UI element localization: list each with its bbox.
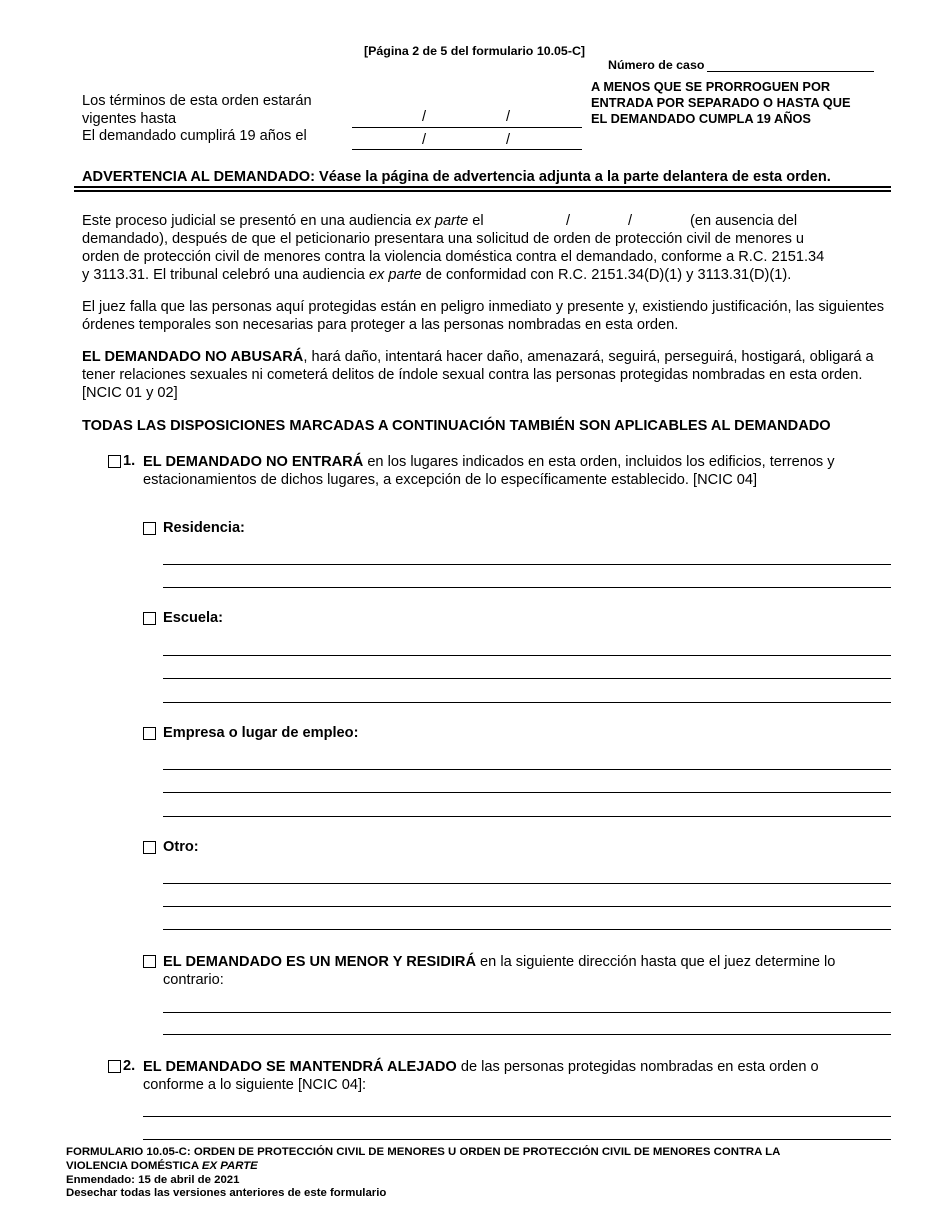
- minor-residence-text: EL DEMANDADO ES UN MENOR Y RESIDIRÁ en la siguiente dirección hasta que el juez determine lo contrario:: [163, 954, 836, 988]
- case-number-label: Número de caso: [608, 58, 705, 72]
- item2-text: EL DEMANDADO SE MANTENDRÁ ALEJADO de las personas protegidas nombradas en esta orden o conforme a lo siguiente [NCIC 04]:: [143, 1059, 819, 1093]
- minor-residence-line[interactable]: [163, 1034, 891, 1035]
- residence-line[interactable]: [163, 587, 891, 588]
- no-abuse-paragraph: EL DEMANDADO NO ABUSARÁ, hará daño, intentará hacer daño, amenazará, seguirá, perseguirá, hostigará, obligará a tener relaciones sexuales ni cometerá delitos de índole sexual contra las personas protegidas nombradas en esta orden. [NCIC 01 y 02]: [82, 349, 874, 401]
- school-checkbox[interactable]: [143, 612, 156, 625]
- item2-number: 2.: [123, 1058, 136, 1074]
- employer-label: Empresa o lugar de empleo:: [163, 725, 359, 741]
- employer-line[interactable]: [163, 769, 891, 770]
- minor-residence-checkbox[interactable]: [143, 955, 156, 968]
- school-line[interactable]: [163, 678, 891, 679]
- other-line[interactable]: [163, 929, 891, 930]
- valid-until-date-field[interactable]: [352, 127, 582, 128]
- other-label: Otro:: [163, 839, 199, 855]
- school-label: Escuela:: [163, 610, 224, 626]
- age19-date-field[interactable]: [352, 149, 582, 150]
- item2-line[interactable]: [143, 1116, 891, 1117]
- employer-checkbox[interactable]: [143, 727, 156, 740]
- school-line[interactable]: [163, 655, 891, 656]
- date-separator: /: [506, 132, 511, 148]
- item1-text: EL DEMANDADO NO ENTRARÁ en los lugares indicados en esta orden, incluidos los edificios, terrenos y estacionamientos de dichos lugares, a excepción de lo específicamente establecido. [NCIC 04]: [143, 454, 835, 488]
- divider: [74, 190, 891, 192]
- terms-valid-until-label: Los términos de esta orden estarán vigentes hasta: [82, 93, 312, 127]
- item1-checkbox[interactable]: [108, 455, 121, 468]
- page-label: [Página 2 de 5 del formulario 10.05-C]: [364, 44, 586, 58]
- case-number-field[interactable]: [707, 71, 874, 72]
- provisions-heading: TODAS LAS DISPOSICIONES MARCADAS A CONTINUACIÓN TAMBIÉN SON APLICABLES AL DEMANDADO: [82, 418, 831, 434]
- employer-line[interactable]: [163, 792, 891, 793]
- employer-line[interactable]: [163, 816, 891, 817]
- item2-checkbox[interactable]: [108, 1060, 121, 1073]
- finding-paragraph: El juez falla que las personas aquí protegidas están en peligro inmediato y presente y, existiendo justificación, las siguientes órdenes temporales son necesarias para proteger a las personas nombradas en esta orden.: [82, 299, 885, 333]
- extension-note: A MENOS QUE SE PRORROGUEN POR ENTRADA POR SEPARADO O HASTA QUE EL DEMANDADO CUMPLA 19 AÑOS: [591, 79, 851, 126]
- hearing-paragraph: Este proceso judicial se presentó en una audiencia ex parte el / / (en ausencia del demandado), después de que el peticionario presentara una solicitud de orden de protección civil de menores u orden de protección civil de menores contra la violencia doméstica contra el demandado, conforme a R.C. 2151.34 y 3113.31. El tribunal celebró una audiencia ex parte de conformidad con R.C. 2151.34(D)(1) y 3113.31(D)(1).: [82, 213, 825, 283]
- age19-label: El demandado cumplirá 19 años el: [82, 128, 307, 144]
- date-separator: /: [422, 109, 427, 125]
- form-footer: FORMULARIO 10.05-C: ORDEN DE PROTECCIÓN CIVIL DE MENORES U ORDEN DE PROTECCIÓN CIVIL DE MENORES CONTRA LA VIOLENCIA DOMÉSTICA EX PARTE Enmendado: 15 de abril de 2021 Desechar todas las versiones anteriores de este formulario: [66, 1146, 781, 1200]
- minor-residence-line[interactable]: [163, 1012, 891, 1013]
- school-line[interactable]: [163, 702, 891, 703]
- date-separator: /: [506, 109, 511, 125]
- other-line[interactable]: [163, 883, 891, 884]
- divider: [74, 186, 891, 188]
- other-checkbox[interactable]: [143, 841, 156, 854]
- item1-number: 1.: [123, 453, 136, 469]
- date-separator: /: [422, 132, 427, 148]
- residence-label: Residencia:: [163, 520, 245, 536]
- residence-checkbox[interactable]: [143, 522, 156, 535]
- warning-banner: ADVERTENCIA AL DEMANDADO: Véase la página de advertencia adjunta a la parte delantera de esta orden.: [82, 169, 831, 185]
- item2-line[interactable]: [143, 1139, 891, 1140]
- residence-line[interactable]: [163, 564, 891, 565]
- other-line[interactable]: [163, 906, 891, 907]
